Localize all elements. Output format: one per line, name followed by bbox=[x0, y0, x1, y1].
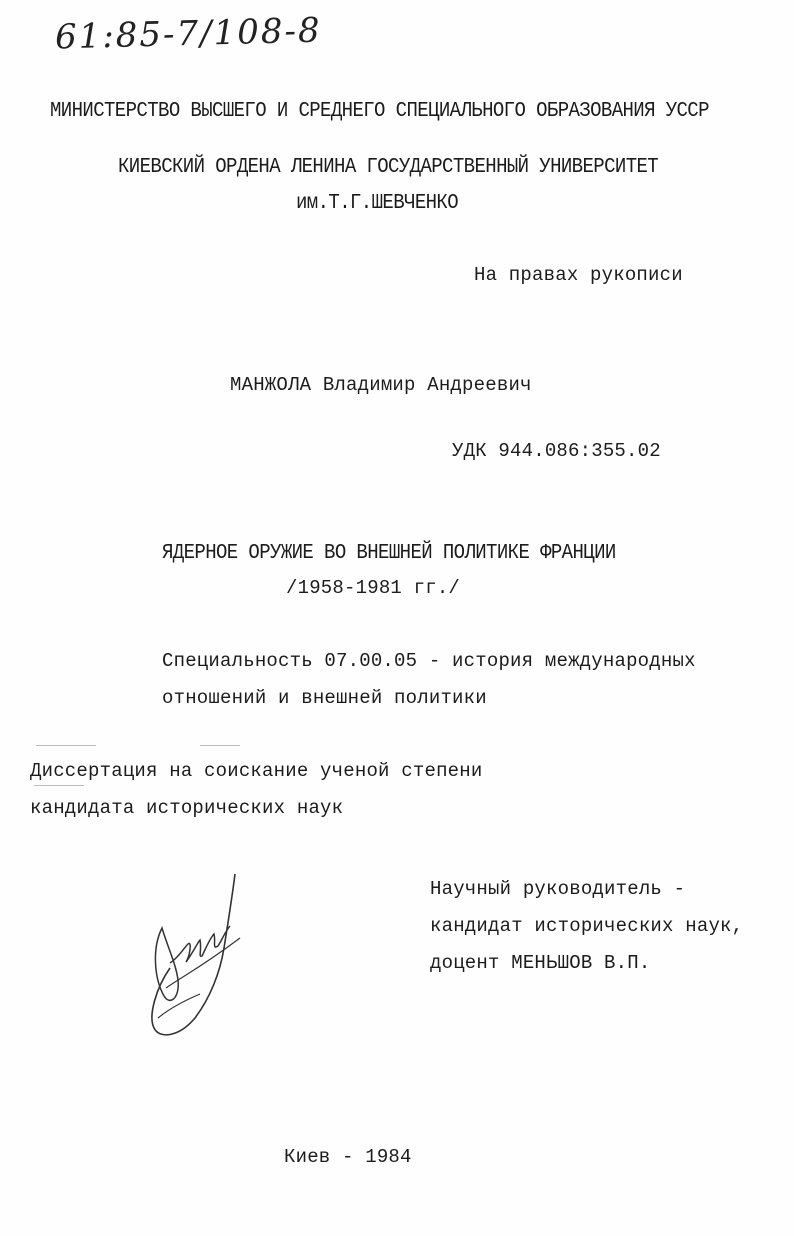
degree-line-1: Диссертация на соискание ученой степени bbox=[30, 760, 483, 782]
handwritten-signature bbox=[140, 868, 260, 1048]
dissertation-years: /1958-1981 гг./ bbox=[286, 577, 461, 599]
supervisor-line-2: кандидат исторических наук, bbox=[430, 915, 744, 937]
university-named-after: им.Т.Г.ШЕВЧЕНКО bbox=[296, 190, 459, 215]
scan-speckle bbox=[36, 745, 96, 746]
manuscript-rights-note: На правах рукописи bbox=[474, 264, 683, 286]
place-and-year: Киев - 1984 bbox=[284, 1146, 412, 1168]
university-name: КИЕВСКИЙ ОРДЕНА ЛЕНИНА ГОСУДАРСТВЕННЫЙ УНИВЕРСИТЕТ bbox=[118, 154, 659, 179]
supervisor-line-3: доцент МЕНЬШОВ В.П. bbox=[430, 952, 651, 974]
archive-handwritten-note: 61:85-7/108-8 bbox=[54, 10, 323, 58]
dissertation-title: ЯДЕРНОЕ ОРУЖИЕ ВО ВНЕШНЕЙ ПОЛИТИКЕ ФРАНЦИИ bbox=[162, 540, 616, 565]
scan-speckle bbox=[200, 745, 240, 746]
degree-line-2: кандидата исторических наук bbox=[30, 797, 344, 819]
udc-code: УДК 944.086:355.02 bbox=[452, 440, 661, 462]
specialty-line-2: отношений и внешней политики bbox=[162, 687, 487, 709]
scan-speckle bbox=[34, 785, 84, 786]
supervisor-line-1: Научный руководитель - bbox=[430, 878, 686, 900]
ministry-heading: МИНИСТЕРСТВО ВЫСШЕГО И СРЕДНЕГО СПЕЦИАЛЬНОГО ОБРАЗОВАНИЯ УССР bbox=[50, 98, 709, 123]
author-name: МАНЖОЛА Владимир Андреевич bbox=[230, 374, 532, 396]
specialty-line-1: Специальность 07.00.05 - история международных bbox=[162, 650, 696, 672]
